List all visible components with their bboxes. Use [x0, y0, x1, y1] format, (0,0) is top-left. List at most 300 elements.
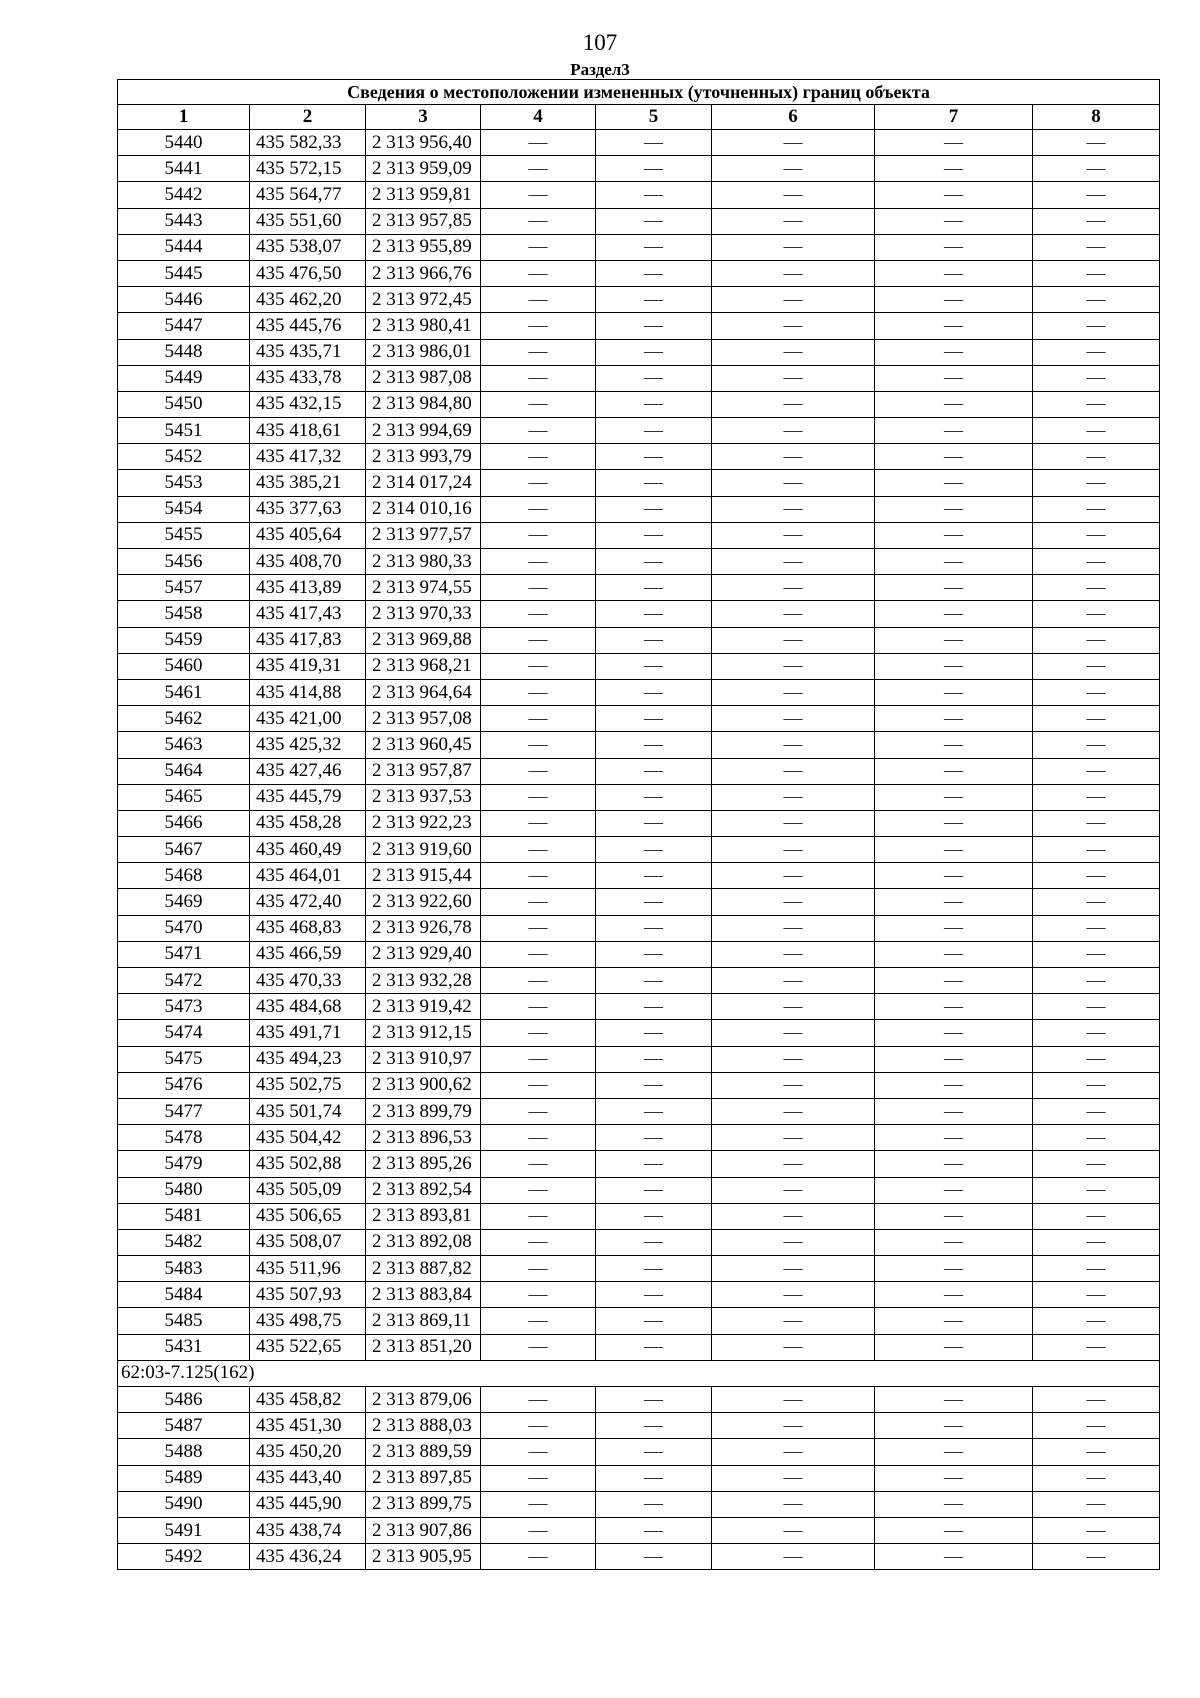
x-coordinate-cell: 435 436,24 — [250, 1544, 366, 1570]
empty-dash-cell: — — [1033, 549, 1160, 575]
table-row — [118, 1517, 1160, 1543]
empty-dash-cell: — — [875, 1125, 1033, 1151]
empty-dash-cell: — — [1033, 1020, 1160, 1046]
table-row — [118, 941, 1160, 967]
empty-dash-cell: — — [1033, 1177, 1160, 1203]
empty-dash-cell: — — [712, 679, 875, 705]
point-number-cell: 5473 — [118, 994, 250, 1020]
empty-dash-cell: — — [596, 1544, 712, 1570]
y-coordinate-cell: 2 313 957,08 — [366, 706, 481, 732]
empty-dash-cell: — — [596, 1256, 712, 1282]
empty-dash-cell: — — [596, 418, 712, 444]
table-row — [118, 732, 1160, 758]
empty-dash-cell: — — [481, 549, 596, 575]
empty-dash-cell: — — [481, 1308, 596, 1334]
empty-dash-cell: — — [596, 679, 712, 705]
y-coordinate-cell: 2 313 993,79 — [366, 444, 481, 470]
empty-dash-cell: — — [712, 706, 875, 732]
empty-dash-cell: — — [481, 1334, 596, 1360]
point-number-cell: 5470 — [118, 915, 250, 941]
empty-dash-cell: — — [596, 365, 712, 391]
empty-dash-cell: — — [1033, 837, 1160, 863]
point-number-cell: 5487 — [118, 1413, 250, 1439]
empty-dash-cell: — — [481, 601, 596, 627]
empty-dash-cell: — — [481, 1439, 596, 1465]
y-coordinate-cell: 2 313 980,41 — [366, 313, 481, 339]
x-coordinate-cell: 435 462,20 — [250, 287, 366, 313]
empty-dash-cell: — — [481, 1465, 596, 1491]
point-number-cell: 5458 — [118, 601, 250, 627]
empty-dash-cell: — — [481, 1098, 596, 1124]
empty-dash-cell: — — [481, 810, 596, 836]
point-number-cell: 5456 — [118, 549, 250, 575]
empty-dash-cell: — — [712, 365, 875, 391]
empty-dash-cell: — — [875, 208, 1033, 234]
empty-dash-cell: — — [1033, 784, 1160, 810]
empty-dash-cell: — — [596, 339, 712, 365]
x-coordinate-cell: 435 414,88 — [250, 679, 366, 705]
empty-dash-cell: — — [481, 1072, 596, 1098]
table-row — [118, 1203, 1160, 1229]
y-coordinate-cell: 2 313 910,97 — [366, 1046, 481, 1072]
empty-dash-cell: — — [875, 313, 1033, 339]
empty-dash-cell: — — [481, 156, 596, 182]
empty-dash-cell: — — [712, 260, 875, 286]
empty-dash-cell: — — [712, 575, 875, 601]
empty-dash-cell: — — [596, 968, 712, 994]
x-coordinate-cell: 435 501,74 — [250, 1098, 366, 1124]
empty-dash-cell: — — [875, 915, 1033, 941]
empty-dash-cell: — — [596, 260, 712, 286]
empty-dash-cell: — — [1033, 1125, 1160, 1151]
table-row — [118, 234, 1160, 260]
y-coordinate-cell: 2 314 010,16 — [366, 496, 481, 522]
point-number-cell: 5462 — [118, 706, 250, 732]
empty-dash-cell: — — [481, 1282, 596, 1308]
empty-dash-cell: — — [875, 522, 1033, 548]
point-number-cell: 5450 — [118, 391, 250, 417]
empty-dash-cell: — — [875, 732, 1033, 758]
empty-dash-cell: — — [1033, 679, 1160, 705]
empty-dash-cell: — — [481, 1046, 596, 1072]
x-coordinate-cell: 435 450,20 — [250, 1439, 366, 1465]
empty-dash-cell: — — [875, 1544, 1033, 1570]
y-coordinate-cell: 2 313 896,53 — [366, 1125, 481, 1151]
point-number-cell: 5488 — [118, 1439, 250, 1465]
empty-dash-cell: — — [1033, 365, 1160, 391]
point-number-cell: 5461 — [118, 679, 250, 705]
empty-dash-cell: — — [875, 863, 1033, 889]
empty-dash-cell: — — [875, 1413, 1033, 1439]
empty-dash-cell: — — [875, 496, 1033, 522]
table-row — [118, 679, 1160, 705]
empty-dash-cell: — — [1033, 182, 1160, 208]
empty-dash-cell: — — [875, 391, 1033, 417]
empty-dash-cell: — — [1033, 313, 1160, 339]
empty-dash-cell: — — [481, 234, 596, 260]
x-coordinate-cell: 435 417,32 — [250, 444, 366, 470]
x-coordinate-cell: 435 421,00 — [250, 706, 366, 732]
empty-dash-cell: — — [596, 1334, 712, 1360]
empty-dash-cell: — — [875, 1465, 1033, 1491]
empty-dash-cell: — — [712, 1439, 875, 1465]
y-coordinate-cell: 2 313 899,75 — [366, 1491, 481, 1517]
empty-dash-cell: — — [1033, 627, 1160, 653]
y-coordinate-cell: 2 313 994,69 — [366, 418, 481, 444]
point-number-cell: 5471 — [118, 941, 250, 967]
empty-dash-cell: — — [481, 889, 596, 915]
x-coordinate-cell: 435 435,71 — [250, 339, 366, 365]
empty-dash-cell: — — [1033, 1308, 1160, 1334]
y-coordinate-cell: 2 313 922,60 — [366, 889, 481, 915]
empty-dash-cell: — — [1033, 1072, 1160, 1098]
empty-dash-cell: — — [596, 1282, 712, 1308]
table-row — [118, 601, 1160, 627]
empty-dash-cell: — — [481, 1177, 596, 1203]
column-header: 2 — [250, 105, 366, 130]
empty-dash-cell: — — [875, 1439, 1033, 1465]
point-number-cell: 5442 — [118, 182, 250, 208]
y-coordinate-cell: 2 313 959,09 — [366, 156, 481, 182]
empty-dash-cell: — — [481, 522, 596, 548]
point-number-cell: 5491 — [118, 1517, 250, 1543]
empty-dash-cell: — — [1033, 444, 1160, 470]
empty-dash-cell: — — [596, 889, 712, 915]
empty-dash-cell: — — [712, 418, 875, 444]
point-number-cell: 5431 — [118, 1334, 250, 1360]
point-number-cell: 5454 — [118, 496, 250, 522]
table-row — [118, 130, 1160, 156]
empty-dash-cell: — — [1033, 1439, 1160, 1465]
y-coordinate-cell: 2 313 926,78 — [366, 915, 481, 941]
empty-dash-cell: — — [875, 889, 1033, 915]
y-coordinate-cell: 2 314 017,24 — [366, 470, 481, 496]
x-coordinate-cell: 435 445,90 — [250, 1491, 366, 1517]
empty-dash-cell: — — [712, 1334, 875, 1360]
y-coordinate-cell: 2 313 883,84 — [366, 1282, 481, 1308]
x-coordinate-cell: 435 502,75 — [250, 1072, 366, 1098]
y-coordinate-cell: 2 313 919,42 — [366, 994, 481, 1020]
empty-dash-cell: — — [875, 156, 1033, 182]
y-coordinate-cell: 2 313 986,01 — [366, 339, 481, 365]
empty-dash-cell: — — [875, 444, 1033, 470]
table-row — [118, 863, 1160, 889]
empty-dash-cell: — — [712, 732, 875, 758]
empty-dash-cell: — — [712, 653, 875, 679]
empty-dash-cell: — — [875, 1387, 1033, 1413]
x-coordinate-cell: 435 385,21 — [250, 470, 366, 496]
x-coordinate-cell: 435 427,46 — [250, 758, 366, 784]
table-row — [118, 470, 1160, 496]
empty-dash-cell: — — [712, 627, 875, 653]
empty-dash-cell: — — [1033, 208, 1160, 234]
empty-dash-cell: — — [712, 522, 875, 548]
empty-dash-cell: — — [1033, 915, 1160, 941]
table-row — [118, 653, 1160, 679]
y-coordinate-cell: 2 313 892,08 — [366, 1229, 481, 1255]
empty-dash-cell: — — [712, 1491, 875, 1517]
table-caption-row — [118, 80, 1160, 105]
empty-dash-cell: — — [1033, 522, 1160, 548]
point-number-cell: 5449 — [118, 365, 250, 391]
column-header: 3 — [366, 105, 481, 130]
point-number-cell: 5467 — [118, 837, 250, 863]
table-row — [118, 1229, 1160, 1255]
empty-dash-cell: — — [712, 1387, 875, 1413]
x-coordinate-cell: 435 494,23 — [250, 1046, 366, 1072]
table-row — [118, 1334, 1160, 1360]
y-coordinate-cell: 2 313 932,28 — [366, 968, 481, 994]
empty-dash-cell: — — [1033, 941, 1160, 967]
y-coordinate-cell: 2 313 919,60 — [366, 837, 481, 863]
empty-dash-cell: — — [1033, 1098, 1160, 1124]
empty-dash-cell: — — [596, 182, 712, 208]
empty-dash-cell: — — [596, 470, 712, 496]
empty-dash-cell: — — [875, 1020, 1033, 1046]
empty-dash-cell: — — [596, 1020, 712, 1046]
empty-dash-cell: — — [1033, 968, 1160, 994]
empty-dash-cell: — — [875, 601, 1033, 627]
empty-dash-cell: — — [712, 1151, 875, 1177]
empty-dash-cell: — — [875, 994, 1033, 1020]
x-coordinate-cell: 435 451,30 — [250, 1413, 366, 1439]
empty-dash-cell: — — [1033, 234, 1160, 260]
empty-dash-cell: — — [481, 941, 596, 967]
empty-dash-cell: — — [712, 784, 875, 810]
table-row — [118, 1282, 1160, 1308]
group-label: 62:03-7.125(162) — [118, 1360, 1160, 1386]
x-coordinate-cell: 435 443,40 — [250, 1465, 366, 1491]
y-coordinate-cell: 2 313 960,45 — [366, 732, 481, 758]
point-number-cell: 5482 — [118, 1229, 250, 1255]
empty-dash-cell: — — [875, 1491, 1033, 1517]
empty-dash-cell: — — [1033, 339, 1160, 365]
empty-dash-cell: — — [596, 1072, 712, 1098]
empty-dash-cell: — — [481, 1256, 596, 1282]
empty-dash-cell: — — [712, 968, 875, 994]
point-number-cell: 5466 — [118, 810, 250, 836]
empty-dash-cell: — — [712, 1413, 875, 1439]
empty-dash-cell: — — [481, 706, 596, 732]
empty-dash-cell: — — [712, 1203, 875, 1229]
empty-dash-cell: — — [875, 287, 1033, 313]
empty-dash-cell: — — [1033, 260, 1160, 286]
table-row — [118, 1151, 1160, 1177]
x-coordinate-cell: 435 484,68 — [250, 994, 366, 1020]
point-number-cell: 5468 — [118, 863, 250, 889]
table-row — [118, 549, 1160, 575]
empty-dash-cell: — — [596, 522, 712, 548]
x-coordinate-cell: 435 476,50 — [250, 260, 366, 286]
empty-dash-cell: — — [481, 784, 596, 810]
empty-dash-cell: — — [596, 653, 712, 679]
x-coordinate-cell: 435 458,28 — [250, 810, 366, 836]
empty-dash-cell: — — [712, 1125, 875, 1151]
column-header: 7 — [875, 105, 1033, 130]
x-coordinate-cell: 435 460,49 — [250, 837, 366, 863]
point-number-cell: 5443 — [118, 208, 250, 234]
empty-dash-cell: — — [712, 1465, 875, 1491]
empty-dash-cell: — — [1033, 156, 1160, 182]
empty-dash-cell: — — [481, 758, 596, 784]
empty-dash-cell: — — [712, 1282, 875, 1308]
empty-dash-cell: — — [875, 1308, 1033, 1334]
y-coordinate-cell: 2 313 905,95 — [366, 1544, 481, 1570]
empty-dash-cell: — — [596, 391, 712, 417]
table-row — [118, 1046, 1160, 1072]
y-coordinate-cell: 2 313 959,81 — [366, 182, 481, 208]
table-row — [118, 706, 1160, 732]
x-coordinate-cell: 435 507,93 — [250, 1282, 366, 1308]
empty-dash-cell: — — [481, 1203, 596, 1229]
empty-dash-cell: — — [596, 1177, 712, 1203]
table-row — [118, 260, 1160, 286]
empty-dash-cell: — — [1033, 287, 1160, 313]
empty-dash-cell: — — [875, 653, 1033, 679]
point-number-cell: 5492 — [118, 1544, 250, 1570]
y-coordinate-cell: 2 313 955,89 — [366, 234, 481, 260]
table-row — [118, 627, 1160, 653]
x-coordinate-cell: 435 417,43 — [250, 601, 366, 627]
empty-dash-cell: — — [596, 994, 712, 1020]
point-number-cell: 5469 — [118, 889, 250, 915]
empty-dash-cell: — — [481, 444, 596, 470]
empty-dash-cell: — — [712, 889, 875, 915]
empty-dash-cell: — — [875, 130, 1033, 156]
table-row — [118, 1125, 1160, 1151]
empty-dash-cell: — — [596, 758, 712, 784]
empty-dash-cell: — — [481, 496, 596, 522]
empty-dash-cell: — — [596, 287, 712, 313]
y-coordinate-cell: 2 313 851,20 — [366, 1334, 481, 1360]
table-row — [118, 968, 1160, 994]
table-row — [118, 418, 1160, 444]
y-coordinate-cell: 2 313 956,40 — [366, 130, 481, 156]
y-coordinate-cell: 2 313 937,53 — [366, 784, 481, 810]
x-coordinate-cell: 435 445,79 — [250, 784, 366, 810]
empty-dash-cell: — — [1033, 1229, 1160, 1255]
empty-dash-cell: — — [875, 1098, 1033, 1124]
y-coordinate-cell: 2 313 888,03 — [366, 1413, 481, 1439]
y-coordinate-cell: 2 313 892,54 — [366, 1177, 481, 1203]
x-coordinate-cell: 435 491,71 — [250, 1020, 366, 1046]
point-number-cell: 5484 — [118, 1282, 250, 1308]
table-row — [118, 208, 1160, 234]
empty-dash-cell: — — [596, 863, 712, 889]
empty-dash-cell: — — [596, 732, 712, 758]
empty-dash-cell: — — [712, 391, 875, 417]
empty-dash-cell: — — [596, 208, 712, 234]
table-row — [118, 1020, 1160, 1046]
empty-dash-cell: — — [712, 1517, 875, 1543]
empty-dash-cell: — — [596, 575, 712, 601]
column-header: 8 — [1033, 105, 1160, 130]
table-row — [118, 1544, 1160, 1570]
x-coordinate-cell: 435 522,65 — [250, 1334, 366, 1360]
empty-dash-cell: — — [1033, 863, 1160, 889]
empty-dash-cell: — — [596, 1413, 712, 1439]
x-coordinate-cell: 435 505,09 — [250, 1177, 366, 1203]
empty-dash-cell: — — [712, 549, 875, 575]
table-row — [118, 391, 1160, 417]
empty-dash-cell: — — [481, 470, 596, 496]
empty-dash-cell: — — [481, 653, 596, 679]
empty-dash-cell: — — [596, 1203, 712, 1229]
empty-dash-cell: — — [481, 1229, 596, 1255]
empty-dash-cell: — — [1033, 470, 1160, 496]
empty-dash-cell: — — [1033, 1544, 1160, 1570]
empty-dash-cell: — — [875, 758, 1033, 784]
empty-dash-cell: — — [712, 1046, 875, 1072]
point-number-cell: 5445 — [118, 260, 250, 286]
empty-dash-cell: — — [481, 627, 596, 653]
empty-dash-cell: — — [712, 1072, 875, 1098]
point-number-cell: 5481 — [118, 1203, 250, 1229]
empty-dash-cell: — — [596, 1046, 712, 1072]
empty-dash-cell: — — [596, 1098, 712, 1124]
x-coordinate-cell: 435 417,83 — [250, 627, 366, 653]
y-coordinate-cell: 2 313 879,06 — [366, 1387, 481, 1413]
empty-dash-cell: — — [481, 313, 596, 339]
x-coordinate-cell: 435 405,64 — [250, 522, 366, 548]
empty-dash-cell: — — [596, 1439, 712, 1465]
y-coordinate-cell: 2 313 974,55 — [366, 575, 481, 601]
y-coordinate-cell: 2 313 907,86 — [366, 1517, 481, 1543]
table-row — [118, 889, 1160, 915]
point-number-cell: 5479 — [118, 1151, 250, 1177]
x-coordinate-cell: 435 582,33 — [250, 130, 366, 156]
empty-dash-cell: — — [596, 1387, 712, 1413]
empty-dash-cell: — — [596, 810, 712, 836]
table-row — [118, 1072, 1160, 1098]
empty-dash-cell: — — [481, 208, 596, 234]
empty-dash-cell: — — [875, 1072, 1033, 1098]
y-coordinate-cell: 2 313 964,64 — [366, 679, 481, 705]
y-coordinate-cell: 2 313 889,59 — [366, 1439, 481, 1465]
empty-dash-cell: — — [596, 444, 712, 470]
y-coordinate-cell: 2 313 897,85 — [366, 1465, 481, 1491]
empty-dash-cell: — — [1033, 994, 1160, 1020]
empty-dash-cell: — — [875, 810, 1033, 836]
empty-dash-cell: — — [481, 418, 596, 444]
empty-dash-cell: — — [596, 1308, 712, 1334]
empty-dash-cell: — — [875, 549, 1033, 575]
empty-dash-cell: — — [712, 915, 875, 941]
y-coordinate-cell: 2 313 912,15 — [366, 1020, 481, 1046]
empty-dash-cell: — — [596, 1229, 712, 1255]
x-coordinate-cell: 435 458,82 — [250, 1387, 366, 1413]
table-row — [118, 313, 1160, 339]
y-coordinate-cell: 2 313 895,26 — [366, 1151, 481, 1177]
empty-dash-cell: — — [481, 1544, 596, 1570]
empty-dash-cell: — — [481, 1020, 596, 1046]
empty-dash-cell: — — [481, 1491, 596, 1517]
empty-dash-cell: — — [712, 1177, 875, 1203]
empty-dash-cell: — — [596, 130, 712, 156]
point-number-cell: 5457 — [118, 575, 250, 601]
table-title: Сведения о местоположении измененных (уточненных) границ объекта — [118, 80, 1160, 105]
table-row — [118, 1387, 1160, 1413]
empty-dash-cell: — — [712, 208, 875, 234]
empty-dash-cell: — — [596, 837, 712, 863]
empty-dash-cell: — — [481, 732, 596, 758]
empty-dash-cell: — — [596, 784, 712, 810]
empty-dash-cell: — — [596, 496, 712, 522]
point-number-cell: 5476 — [118, 1072, 250, 1098]
y-coordinate-cell: 2 313 984,80 — [366, 391, 481, 417]
empty-dash-cell: — — [481, 968, 596, 994]
empty-dash-cell: — — [712, 1308, 875, 1334]
